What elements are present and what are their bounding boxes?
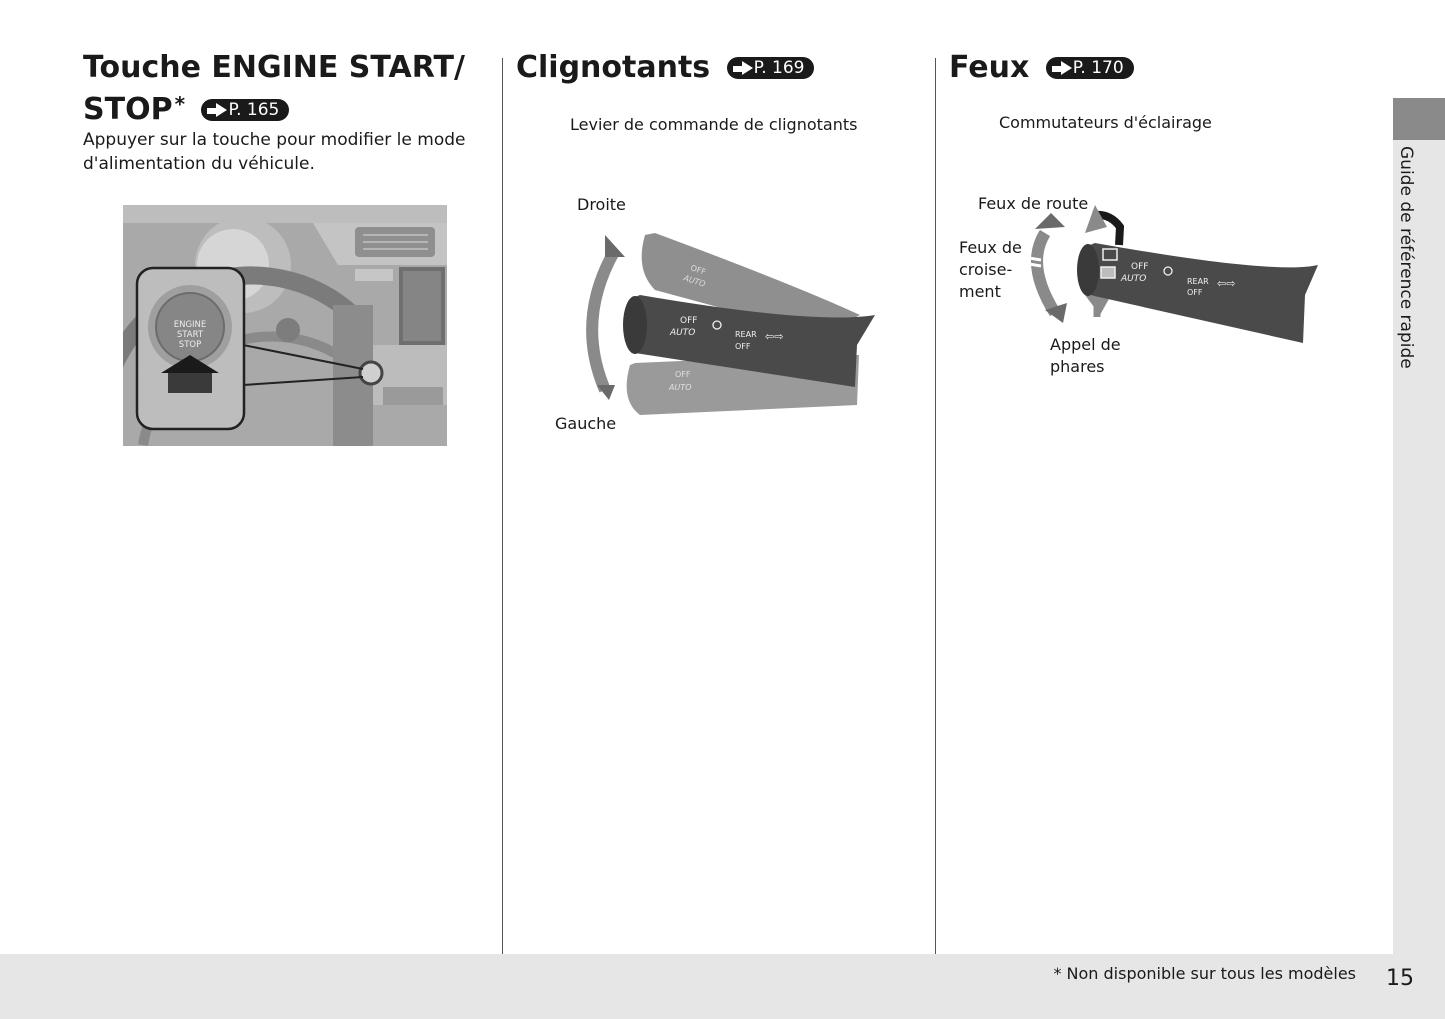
asterisk: * xyxy=(174,92,186,116)
page-number: 15 xyxy=(1386,966,1414,991)
label-flash-2: phares xyxy=(1050,357,1105,376)
stalk-auto-label: AUTO xyxy=(1121,274,1147,284)
page-ref-label: P. 169 xyxy=(753,58,805,78)
lighting-lever-illustration xyxy=(1015,205,1325,350)
main-stalk-rear-label: REAR xyxy=(735,330,757,339)
label-low-3: ment xyxy=(959,282,1001,301)
arrow-down-icon xyxy=(597,385,615,400)
stalk-off-label: OFF xyxy=(689,263,707,277)
page-ref-label: P. 165 xyxy=(228,100,280,120)
label-feux-de-croisement xyxy=(959,237,1022,303)
turn-lever-caption: Levier de commande de clignotants xyxy=(570,115,858,134)
heading-clignotants xyxy=(516,50,814,86)
turn-indicator-icon: ⇦⇨ xyxy=(1217,277,1236,290)
engine-button-label-1: ENGINE xyxy=(173,320,207,330)
engine-description xyxy=(83,128,465,176)
label-feux-de-route: Feux de route xyxy=(978,194,1089,213)
heading-engine-start-stop xyxy=(83,50,465,128)
label-low-1: Feux de xyxy=(959,238,1022,257)
column-divider-1 xyxy=(502,58,503,954)
page-ref-link[interactable] xyxy=(1046,57,1134,79)
heading-clignotants-text: Clignotants xyxy=(516,50,711,85)
turn-indicator-icon: ⇦⇨ xyxy=(765,330,784,343)
ref-arrow-icon xyxy=(207,108,216,114)
lighting-switch-caption: Commutateurs d'éclairage xyxy=(999,113,1212,132)
label-flash-1: Appel de xyxy=(1050,335,1121,354)
ref-arrow-icon xyxy=(733,66,742,72)
heading-feux xyxy=(949,50,1134,86)
svg-text:OFF: OFF xyxy=(675,370,691,379)
page-ref-link[interactable] xyxy=(201,99,289,121)
side-tab-label: Guide de référence rapide xyxy=(1396,146,1416,369)
label-gauche: Gauche xyxy=(555,414,617,433)
label-droite: Droite xyxy=(577,195,626,214)
stalk-off2-label: OFF xyxy=(1187,288,1203,297)
stalk-rear-label: REAR xyxy=(1187,277,1209,286)
engine-button-label-2: START xyxy=(176,330,204,340)
label-low-2: croise- xyxy=(959,260,1013,279)
turn-signal-lever-illustration xyxy=(575,225,880,420)
main-stalk-off2-label: OFF xyxy=(735,342,751,351)
heading-line-1: Touche ENGINE START/ xyxy=(83,50,465,85)
dashboard-illustration xyxy=(123,205,447,446)
main-stalk-auto-label: AUTO xyxy=(670,328,696,338)
column-divider-2 xyxy=(935,58,936,954)
stalk-auto-label: AUTO xyxy=(682,273,707,289)
footnote: * Non disponible sur tous les modèles xyxy=(1053,964,1356,983)
stalk-off-label: OFF xyxy=(1131,262,1149,272)
page-ref-link[interactable] xyxy=(727,57,815,79)
desc-line-2: d'alimentation du véhicule. xyxy=(83,154,315,174)
arrow-up-icon xyxy=(605,235,625,257)
arrow-up-icon xyxy=(1035,213,1065,229)
page-ref-label: P. 170 xyxy=(1072,58,1124,78)
main-stalk-off-label: OFF xyxy=(680,316,698,326)
desc-line-1: Appuyer sur la touche pour modifier le mode xyxy=(83,130,466,150)
ref-arrow-icon xyxy=(1052,66,1061,72)
engine-button-label-3: STOP xyxy=(178,340,202,350)
side-tab-marker xyxy=(1393,98,1445,140)
svg-text:AUTO: AUTO xyxy=(669,383,692,392)
heading-feux-text: Feux xyxy=(949,50,1030,85)
heading-line-2: STOP xyxy=(83,92,173,127)
